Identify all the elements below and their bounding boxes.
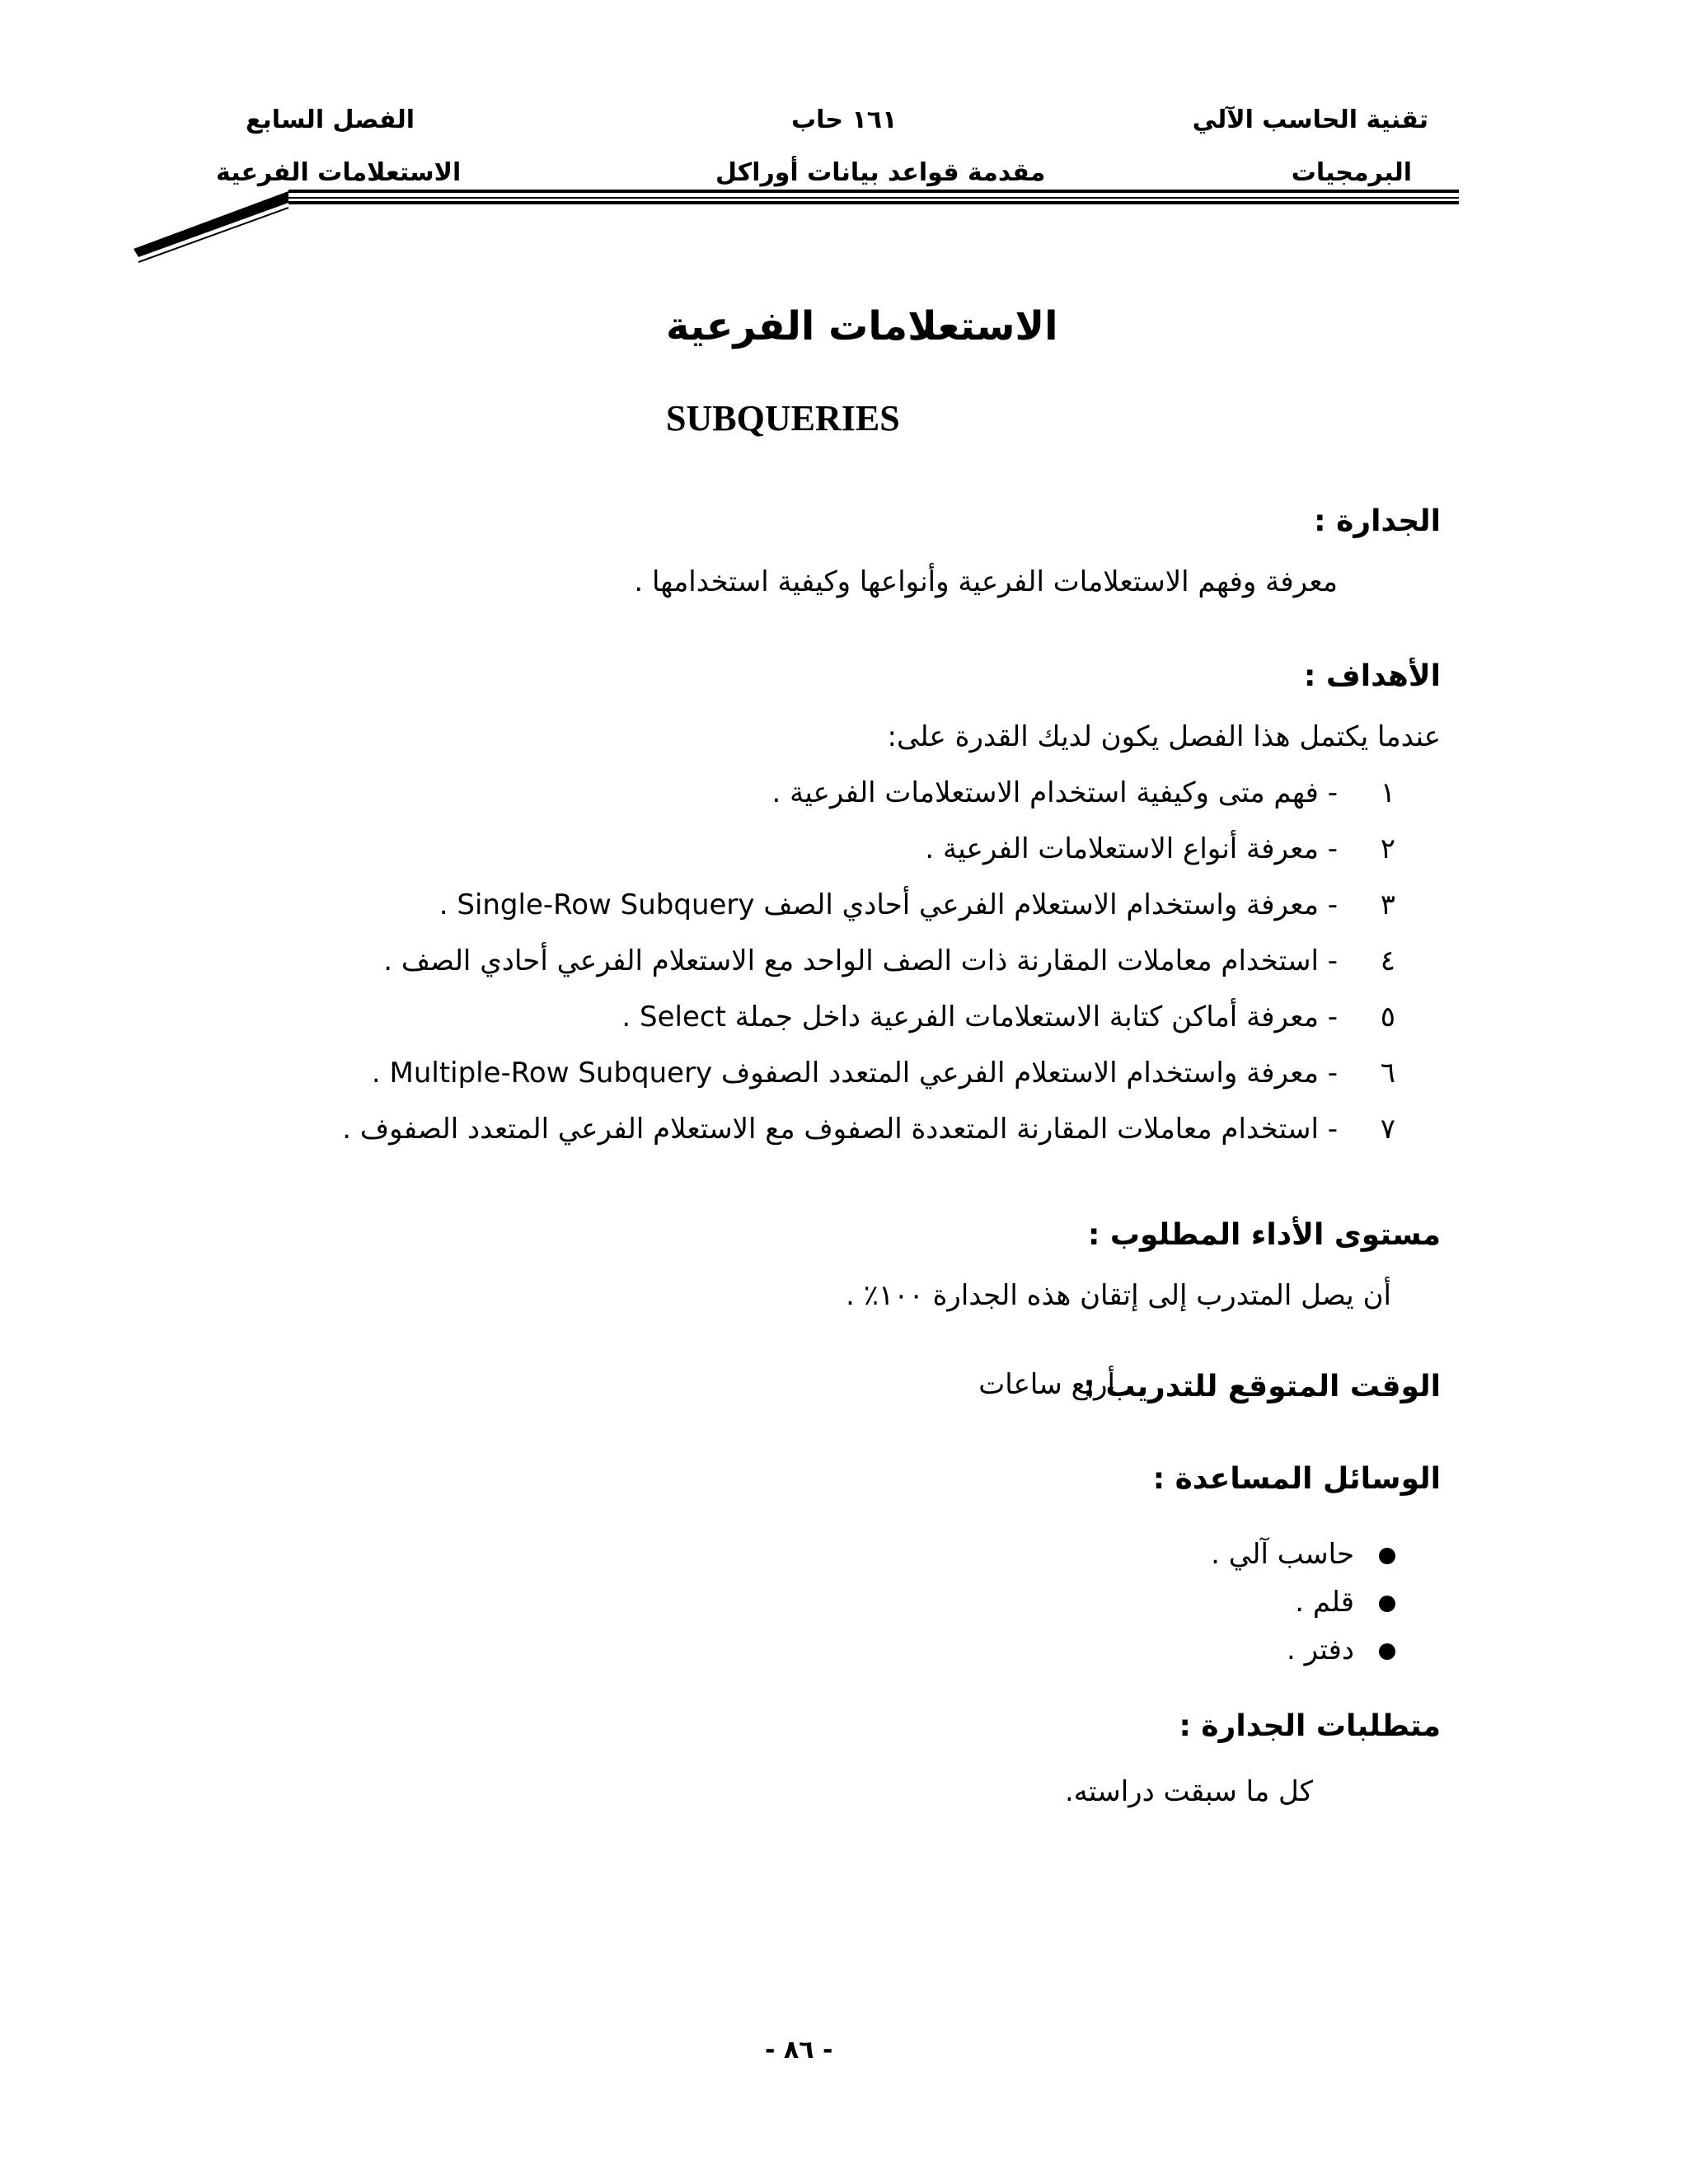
- bullet-icon: [1379, 1643, 1395, 1660]
- page-title-arabic: الاستعلامات الفرعية: [666, 303, 1058, 349]
- requirements-heading: متطلبات الجدارة :: [1179, 1709, 1441, 1743]
- aid-text: دفتر .: [1286, 1633, 1354, 1666]
- bullet-icon: [1379, 1596, 1395, 1612]
- header-right-top: تقنية الحاسب الآلي: [1192, 105, 1428, 134]
- bullet-icon: [1379, 1548, 1395, 1564]
- objective-text: - فهم متى وكيفية استخدام الاستعلامات الفرعية .: [771, 776, 1338, 809]
- objective-number: ٤: [1380, 944, 1395, 977]
- list-item: [342, 1113, 1395, 1146]
- list-item: [925, 832, 1395, 865]
- objective-number: ٥: [1380, 1001, 1395, 1033]
- time-value: أربع ساعات: [978, 1368, 1115, 1401]
- objective-text: - معرفة أنواع الاستعلامات الفرعية .: [925, 832, 1338, 865]
- aids-heading: الوسائل المساعدة :: [1152, 1462, 1441, 1496]
- performance-heading: مستوى الأداء المطلوب :: [1087, 1218, 1441, 1252]
- objective-number: ٢: [1380, 832, 1395, 865]
- header-center-top: ١٦١ حاب: [791, 105, 898, 134]
- list-item: [1211, 1538, 1395, 1571]
- list-item: [439, 888, 1395, 921]
- objectives-intro: عندما يكتمل هذا الفصل يكون لديك القدرة على:: [887, 720, 1441, 753]
- list-item: [372, 1057, 1395, 1090]
- page-number: - ٨٦ -: [765, 2036, 833, 2064]
- list-item: [1295, 1586, 1395, 1619]
- objective-text: - معرفة أماكن كتابة الاستعلامات الفرعية داخل جملة Select .: [621, 1001, 1338, 1033]
- header-left-top: الفصل السابع: [246, 105, 415, 134]
- objective-text: - استخدام معاملات المقارنة ذات الصف الواحد مع الاستعلام الفرعي أحادي الصف .: [383, 944, 1338, 977]
- objectives-heading: الأهداف :: [1304, 659, 1441, 693]
- list-item: [621, 1001, 1395, 1033]
- requirements-text: كل ما سبقت دراسته.: [1064, 1775, 1313, 1808]
- time-heading: الوقت المتوقع للتدريب :: [1083, 1370, 1441, 1404]
- objective-number: ٣: [1380, 888, 1395, 921]
- list-item: [383, 944, 1395, 977]
- page-title-english: SUBQUERIES: [666, 398, 900, 438]
- header-rule: [0, 0, 1688, 272]
- objective-number: ٦: [1380, 1057, 1395, 1090]
- objective-text: - معرفة واستخدام الاستعلام الفرعي أحادي الصف Single-Row Subquery .: [438, 888, 1338, 921]
- competency-heading: الجدارة :: [1314, 504, 1441, 538]
- objective-text: - معرفة واستخدام الاستعلام الفرعي المتعدد الصفوف Multiple-Row Subquery .: [371, 1057, 1338, 1090]
- objective-number: ٧: [1380, 1113, 1395, 1146]
- list-item: [771, 776, 1395, 809]
- objective-text: - استخدام معاملات المقارنة المتعددة الصفوف مع الاستعلام الفرعي المتعدد الصفوف .: [342, 1113, 1338, 1146]
- performance-text: أن يصل المتدرب إلى إتقان هذه الجدارة ١٠٠٪ .: [846, 1279, 1391, 1312]
- aid-text: قلم .: [1295, 1586, 1354, 1619]
- aid-text: حاسب آلي .: [1211, 1538, 1354, 1571]
- header-right-bottom: البرمجيات: [1291, 158, 1412, 187]
- competency-text: معرفة وفهم الاستعلامات الفرعية وأنواعها وكيفية استخدامها .: [634, 565, 1338, 598]
- list-item: [1287, 1633, 1395, 1666]
- objective-number: ١: [1380, 776, 1395, 809]
- header-left-bottom: الاستعلامات الفرعية: [216, 158, 462, 187]
- header-center-bottom: مقدمة قواعد بيانات أوراكل: [715, 158, 1046, 187]
